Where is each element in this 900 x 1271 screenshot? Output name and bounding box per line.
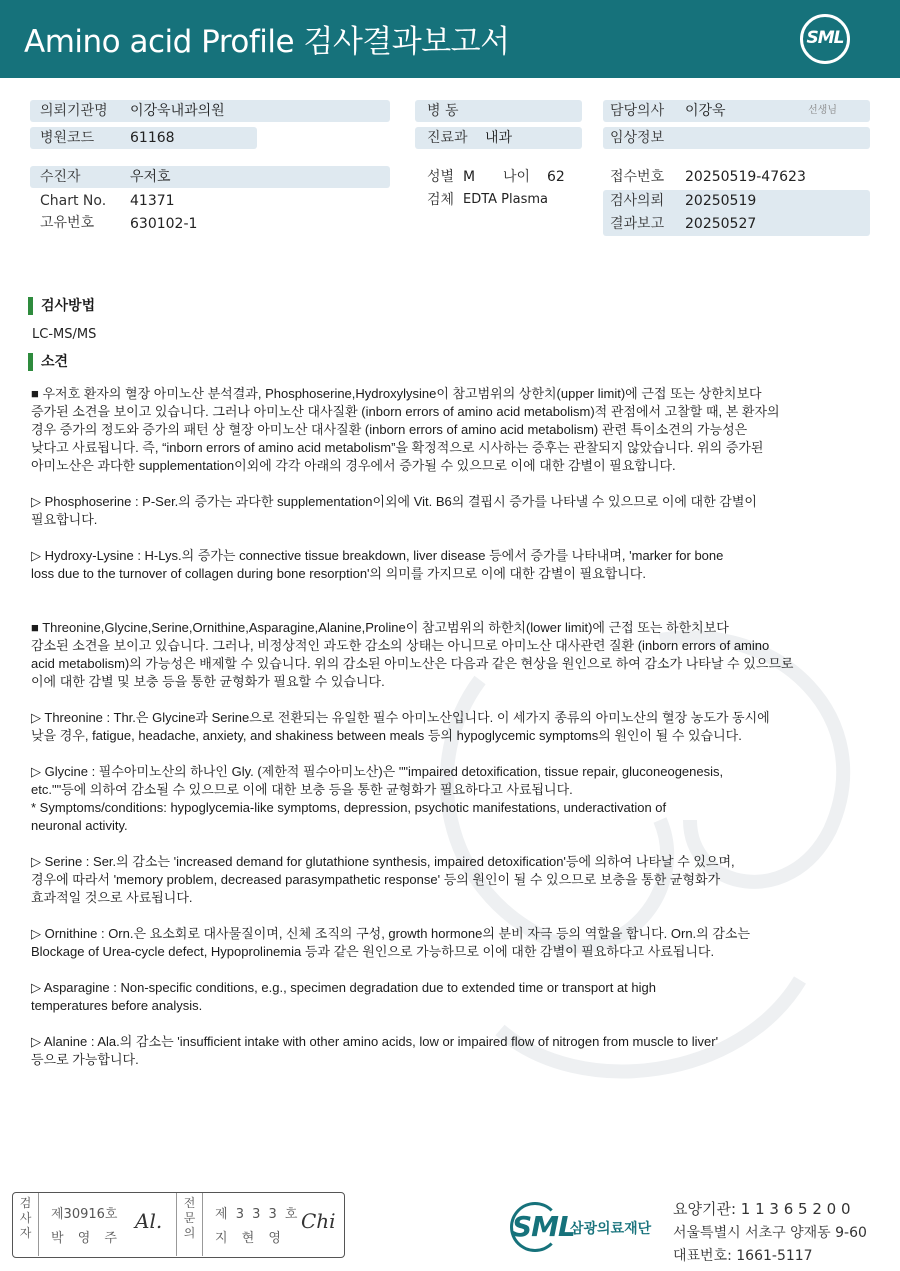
- ward-label: 병 동: [427, 103, 459, 119]
- receipt-label: 접수번호: [610, 169, 665, 185]
- doctor-label: 담당의사: [610, 103, 665, 119]
- finding-asparagine: ▷ Asparagine : Non-specific conditions, e.g., specimen degradation due to extended time or transport at high temperatures before analysis.: [31, 980, 656, 1013]
- report-header: [0, 0, 900, 78]
- request-value: 20250519: [685, 193, 757, 209]
- hospital-code-value: 61168: [130, 130, 175, 146]
- receipt-value: 20250519-47623: [685, 169, 806, 185]
- report-title: Amino acid Profile 검사결과보고서: [24, 24, 510, 60]
- sex-label: 성별: [427, 169, 455, 185]
- finding-threonine: ▷ Threonine : Thr.은 Glycine과 Serine으로 전환되는 유일한 필수 아미노산입니다. 이 세가지 종류의 아미노산의 혈장 농도가 동시에 낮을 경우, fatigue, headache, anxiety, and shakiness between meals 등의 hypoglycemic symptoms의 원인이 될 수 있습니다.: [31, 710, 770, 743]
- sml-footer-logo: [512, 1202, 662, 1256]
- institution-value: 이강욱내과의원: [130, 103, 225, 119]
- specialist-label: 전 문 의: [177, 1193, 203, 1256]
- examiner-name: 박 영 주: [51, 1231, 122, 1246]
- dept-value: 내과: [485, 130, 513, 146]
- request-label: 검사의뢰: [610, 193, 665, 209]
- findings-text: [31, 385, 846, 1069]
- doctor-suffix: 선생님: [808, 105, 837, 116]
- institution-label: 의뢰기관명: [40, 103, 108, 119]
- signature-box: [12, 1192, 345, 1258]
- finding-ornithine: ▷ Ornithine : Orn.은 요소회로 대사물질이며, 신체 조직의 구성, growth hormone의 분비 자극 등의 역할을 합니다. Orn.의 감소는 Blockage of Urea-cycle defect, Hypoprolinemia 등과 같은 원인으로 가능하므로 이에 대한 감별이 필요하다고 사료됩니다.: [31, 926, 751, 959]
- address: 서울특별시 서초구 양재동 9-60: [673, 1225, 867, 1241]
- footer-logo-text: SML: [512, 1210, 575, 1243]
- finding-paragraph-decreased: ■ Threonine,Glycine,Serine,Ornithine,Asparagine,Alanine,Proline이 참고범위의 하한치(lower limit)에 근접 또는 하한치보다 감소된 소견을 보이고 있습니다. 그러나, 비정상적인 과도한 감소의 상태는 아니므로 아미노산 대사관련 질환 (inborn errors of amino acid metabolism)의 가능성은 배제할 수 있습니다. 위의 감소된 아미노산은 다음과 같은 현상을 원인으로 하여 감소가 나타날 수 있으므로 이에 대한 감별 및 보충 등을 통한 균형화가 필요할 수 있습니다.: [31, 620, 794, 689]
- sml-logo-text: SML: [806, 28, 844, 48]
- method-value: LC-MS/MS: [32, 327, 97, 342]
- care-institution-no: 요양기관: 1 1 3 6 5 2 0 0: [673, 1200, 851, 1218]
- patient-label: 수진자: [40, 169, 81, 185]
- finding-hydroxylysine: ▷ Hydroxy-Lysine : H-Lys.의 증가는 connective tissue breakdown, liver disease 등에서 증가를 나타내며, 'marker for bone loss due to the turnover of collagen during bone resorption'의 의미를 가지므로 이에 대한 감별이 필요합니다.: [31, 548, 724, 581]
- chart-no-label: Chart No.: [40, 193, 107, 209]
- sml-logo: [800, 14, 850, 64]
- unique-no-label: 고유번호: [40, 215, 95, 231]
- finding-glycine: ▷ Glycine : 필수아미노산의 하나인 Gly. (제한적 필수아미노산)은 ""impaired detoxification, tissue repair, gluconeogenesis, etc.""등에 의하여 감소될 수 있으므로 이에 대한 보충 등을 통한 균형화가 필요하다고 사료됩니다. * Symptoms/conditions: hypoglycemia-like symptoms, depression, psychotic manifestations, underactivation of neuronal activity.: [31, 764, 724, 833]
- sex-value: M: [463, 169, 476, 185]
- examiner-label: 검 사 자: [13, 1193, 39, 1256]
- examiner-cell: [39, 1193, 177, 1256]
- patient-row: [30, 166, 390, 188]
- finding-serine: ▷ Serine : Ser.의 감소는 'increased demand for glutathione synthesis, impaired detoxification'등에 의하여 나타날 수 있으며, 경우에 따라서 'memory problem, decreased parasympathetic response' 등의 원인이 될 수 있으므로 보충을 통한 균형화가 효과적일 것으로 사료됩니다.: [31, 854, 735, 905]
- report-label: 결과보고: [610, 216, 665, 232]
- doctor-value: 이강욱: [685, 103, 726, 119]
- age-label: 나이: [503, 169, 531, 185]
- finding-phosphoserine: ▷ Phosphoserine : P-Ser.의 증가는 과다한 supplementation이외에 Vit. B6의 결핍시 증가를 나타낼 수 있으므로 이에 대한 감별이 필요합니다.: [31, 494, 757, 527]
- finding-alanine: ▷ Alanine : Ala.의 감소는 'insufficient intake with other amino acids, low or impaired flow of nitrogen from muscle to liver' 등으로 가능합니다.: [31, 1034, 719, 1067]
- age-value: 62: [547, 169, 565, 185]
- specialist-signature: Chi: [301, 1209, 336, 1233]
- hospital-code-label: 병원코드: [40, 130, 95, 146]
- phone: 대표번호: 1661-5117: [673, 1248, 813, 1264]
- examiner-license: 제30916호: [51, 1207, 118, 1222]
- specialist-cell: [203, 1193, 343, 1256]
- examiner-signature: Al.: [135, 1209, 163, 1233]
- report-value: 20250527: [685, 216, 757, 232]
- org-name: 삼광의료재단: [570, 1221, 652, 1237]
- method-heading: 검사방법: [28, 297, 95, 315]
- findings-heading: 소견: [28, 353, 68, 371]
- unique-no-value: 630102-1: [130, 216, 198, 232]
- patient-value: 우저호: [130, 169, 171, 185]
- specimen-label: 검체: [427, 192, 455, 208]
- dept-label: 진료과: [427, 130, 468, 146]
- chart-no-value: 41371: [130, 193, 175, 209]
- specimen-value: EDTA Plasma: [463, 192, 549, 207]
- specialist-name: 지 현 영: [215, 1231, 286, 1246]
- specialist-license: 제 3 3 3 호: [215, 1207, 300, 1222]
- clinical-label: 임상정보: [610, 130, 665, 146]
- finding-paragraph-increased: ■ 우저호 환자의 혈장 아미노산 분석결과, Phosphoserine,Hydroxylysine이 참고범위의 상한치(upper limit)에 근접 또는 상한치보다 증가된 소견을 보이고 있습니다. 그러나 아미노산 대사질환 (inborn errors of amino acid metabolism)적 관점에서 고찰할 때, 본 환자의 경우 증가의 정도와 증가의 패턴 상 혈장 아미노산 대사질환 (inborn errors of amino acid metabolism) 관련 특이소견의 가능성은 낮다고 사료됩니다. 즉, “inborn errors of amino acid metabolism”을 확정적으로 시사하는 증후는 관찰되지 않았습니다. 위의 증가된 아미노산은 과다한 supplementation이외에 각각 아래의 경우에서 증가될 수 있으므로 이에 대한 감별이 필요합니다.: [31, 386, 780, 473]
